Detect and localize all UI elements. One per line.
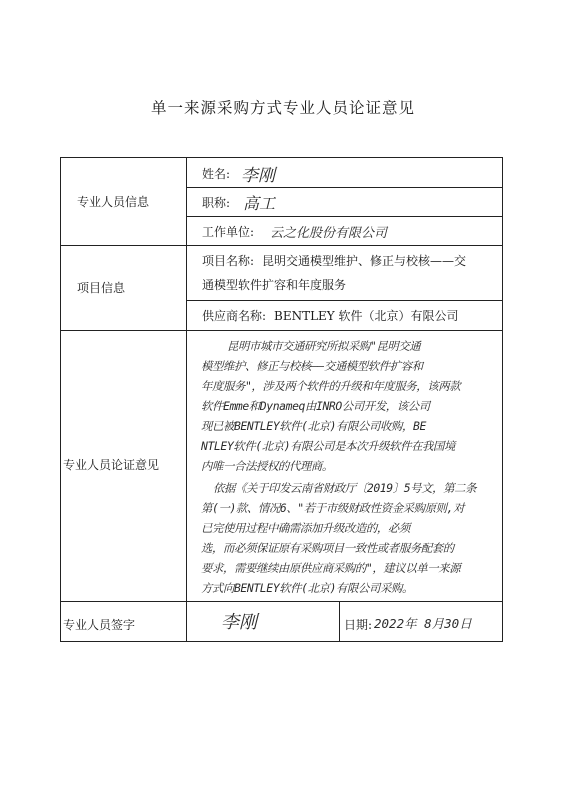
supplier-value: BENTLEY 软件（北京）有限公司 [274,309,459,323]
project-info-label: 项目信息 [77,281,126,295]
signature-value: 李刚 [221,612,257,633]
opinion-line: 昆明市城市交通研究所拟采购"昆明交通 [227,339,421,353]
supplier-label: 供应商名称: [202,309,267,323]
row-divider [186,216,503,217]
opinion-line: 模型维护、修正与校核——交通模型软件扩容和 [201,359,423,373]
section-divider [61,601,503,602]
project-name-line1: 昆明交通模型维护、修正与校核——交 [262,254,467,268]
opinion-line: 依据《关于印发云南省财政厅〔2019〕5号文，第二条 [213,481,477,495]
document-title: 单一来源采购方式专业人员论证意见 [150,99,415,117]
date-divider [339,601,340,641]
row-divider [186,187,503,188]
opinion-line: 要求，需要继续由原供应商采购的"，建议以单一来源 [201,561,461,575]
project-name-line2: 通模型软件扩容和年度服务 [202,278,347,292]
opinion-line: 方式向BENTLEY软件(北京)有限公司采购。 [201,581,413,595]
opinion-line: 现已被BENTLEY软件(北京)有限公司收购，BE [201,419,426,433]
date-value: 2022年 8月30日 [374,616,472,631]
section-divider [61,330,503,331]
date-label: 日期: [344,618,373,632]
opinion-line: 选，而必须保证原有采购项目一致性或者服务配套的 [201,541,454,555]
section-divider [61,245,503,246]
row-divider [186,300,503,301]
title-label: 职称: [202,196,231,210]
name-value: 李刚 [241,166,275,186]
column-divider [186,158,187,641]
signature-label: 专业人员签字 [63,618,136,632]
opinion-line: 内唯一合法授权的代理商。 [201,459,333,473]
title-value: 高工 [243,194,276,213]
opinion-line: 软件Emme和Dynameq由INRO公司开发，该公司 [201,399,430,413]
workplace-label: 工作单位: [202,225,255,239]
opinion-line: 年度服务"，涉及两个软件的升级和年度服务，该两款 [201,379,461,393]
project-name-label: 项目名称: [202,254,255,268]
opinion-label: 专业人员论证意见 [63,458,160,472]
opinion-line: 已完使用过程中确需添加升级改造的，必须 [201,521,410,535]
name-label: 姓名: [202,167,231,181]
opinion-form [60,157,503,642]
opinion-line: NTLEY软件(北京)有限公司是本次升级软件在我国境 [201,439,456,453]
personnel-info-label: 专业人员信息 [77,195,150,209]
opinion-line: 第(一)款、情况6、"若于市级财政性资金采购原则,对 [201,501,465,515]
workplace-value: 云之化股份有限公司 [270,226,388,241]
